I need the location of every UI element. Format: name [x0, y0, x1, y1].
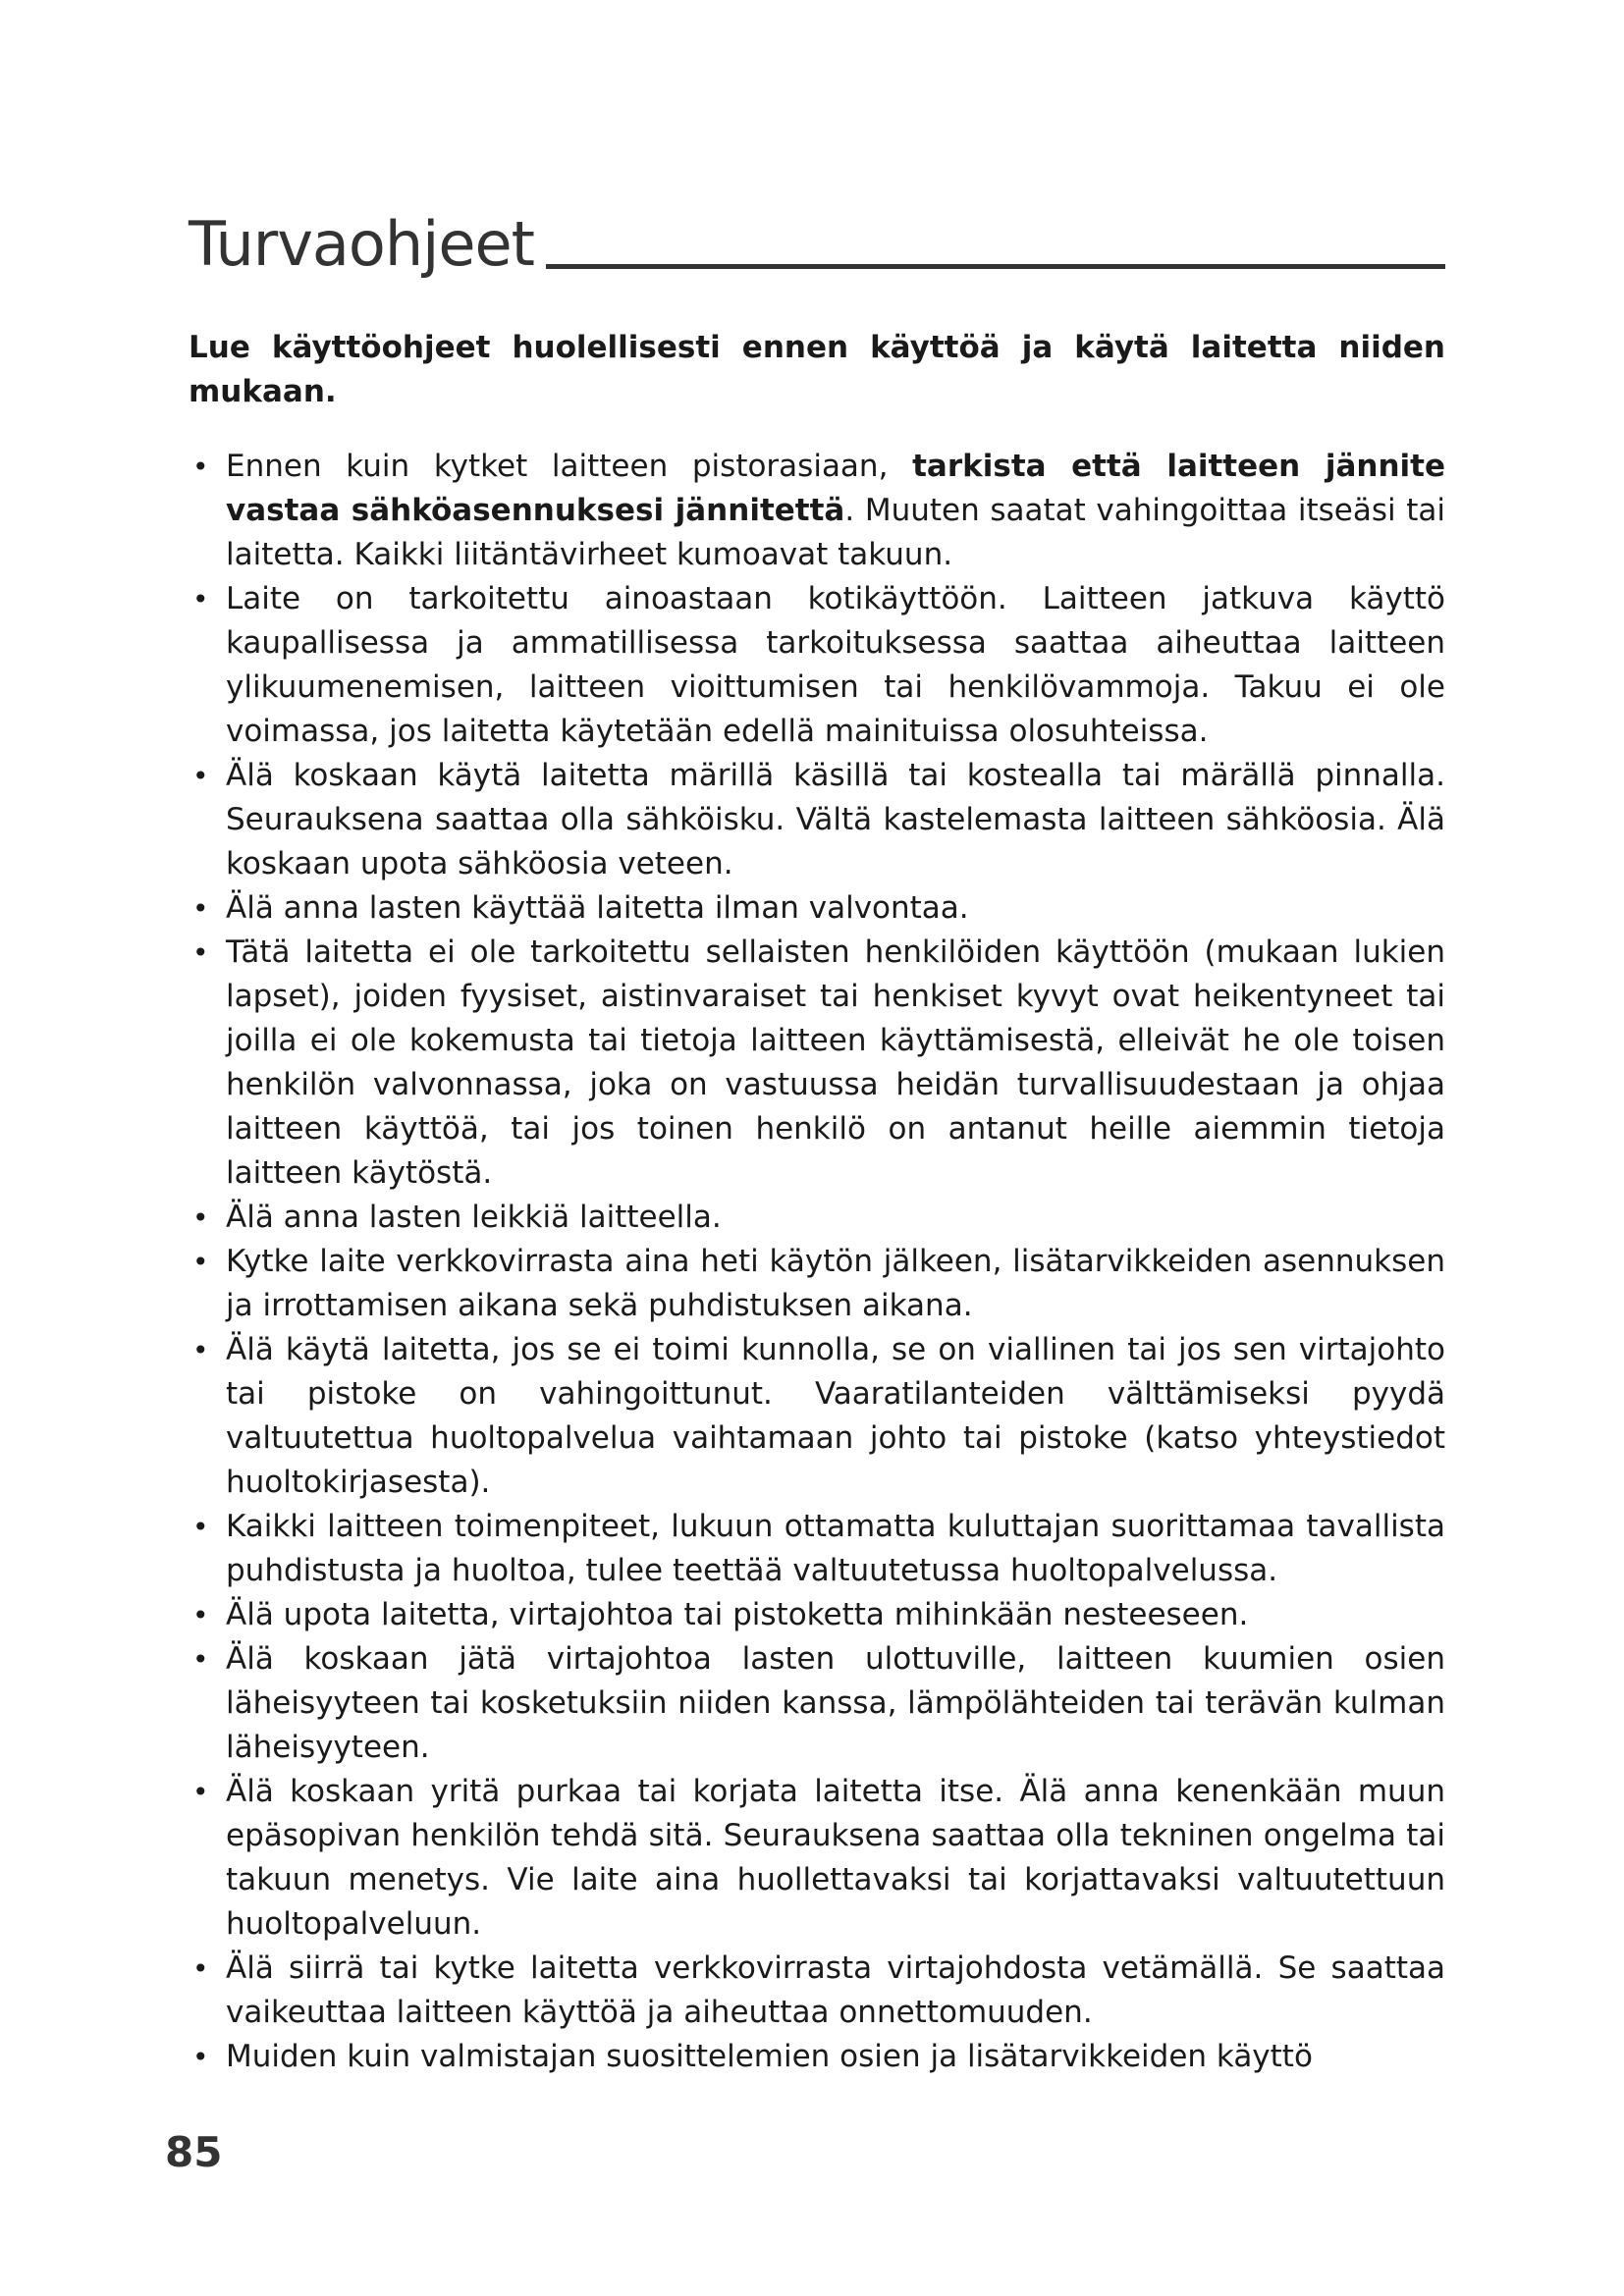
list-item [189, 445, 1445, 577]
list-item: • Älä siirrä tai kytke laitetta verkkovirrasta virtajohdosta vetämällä. Se saattaa vaikeuttaa laitteen käyttöä ja aiheuttaa onnettomuuden. [189, 1947, 1445, 2035]
section-header [189, 196, 1445, 280]
list-item: • Älä käytä laitetta, jos se ei toimi kunnolla, se on viallinen tai jos sen virtajohto tai pistoke on vahingoittunut. Vaaratilanteiden välttämiseksi pyydä valtuutettua huoltopalvelua vaihtamaan johto tai pistoke (katso yhteystiedot huoltokirjasesta). [189, 1328, 1445, 1505]
list-item: • Muiden kuin valmistajan suosittelemien osien ja lisätarvikkeiden käyttö [189, 2035, 1445, 2079]
list-item: • Älä koskaan yritä purkaa tai korjata laitetta itse. Älä anna kenenkään muun epäsopivan henkilön tehdä sitä. Seurauksena saattaa olla tekninen ongelma tai takuun menetys. Vie laite aina huollettavaksi tai korjattavaksi valtuutettuun huoltopalveluun. [189, 1770, 1445, 1947]
list-item-text: Ennen kuin kytket laitteen pistorasiaan, [226, 449, 913, 484]
list-item: • Älä upota laitetta, virtajohtoa tai pistoketta mihinkään nesteeseen. [189, 1593, 1445, 1637]
page-title: Turvaohjeet [189, 208, 534, 280]
safety-instructions-list [189, 445, 1445, 2079]
list-item: • Kytke laite verkkovirrasta aina heti käytön jälkeen, lisätarvikkeiden asennuksen ja irrottamisen aikana sekä puhdistuksen aikana. [189, 1240, 1445, 1328]
list-item: • Laite on tarkoitettu ainoastaan kotikäyttöön. Laitteen jatkuva käyttö kaupallisessa ja ammatillisessa tarkoituksessa saattaa aiheuttaa laitteen ylikuumenemisen, laitteen vioittumisen tai henkilövammoja. Takuu ei ole voimassa, jos laitetta käytetään edellä mainituissa olosuhteissa. [189, 577, 1445, 754]
list-item: • Älä koskaan käytä laitetta märillä käsillä tai kostealla tai märällä pinnalla. Seurauksena saattaa olla sähköisku. Vältä kastelemasta laitteen sähköosia. Älä koskaan upota sähköosia veteen. [189, 754, 1445, 886]
list-item: • Älä anna lasten leikkiä laitteella. [189, 1196, 1445, 1240]
list-item: • Kaikki laitteen toimenpiteet, lukuun ottamatta kuluttajan suorittamaa tavallista puhdistusta ja huoltoa, tulee teettää valtuutetussa huoltopalvelussa. [189, 1505, 1445, 1593]
page-number: 85 [165, 2128, 223, 2176]
list-item-text: . Muuten saatat vahingoittaa itseäsi tai laitetta. Kaikki liitäntävirheet kumoavat takuun. [226, 493, 1445, 572]
title-underline-rule [546, 264, 1445, 269]
list-item: • Älä koskaan jätä virtajohtoa lasten ulottuville, laitteen kuumien osien läheisyyteen tai kosketuksiin niiden kanssa, lämpölähteiden tai terävän kulman läheisyyteen. [189, 1637, 1445, 1770]
intro-paragraph: Lue käyttöohjeet huolellisesti ennen käyttöä ja käytä laitetta niiden mukaan. [189, 330, 1445, 409]
document-page [189, 196, 1445, 2079]
list-item-emphasis: tarkista että laitteen jännite vastaa sähköasennuksesi jännitettä [226, 449, 1445, 528]
list-item: • Tätä laitetta ei ole tarkoitettu sellaisten henkilöiden käyttöön (mukaan lukien lapset), joiden fyysiset, aistinvaraiset tai henkiset kyvyt ovat heikentyneet tai joilla ei ole kokemusta tai tietoja laitteen käyttämisestä, elleivät he ole toisen henkilön valvonnassa, joka on vastuussa heidän turvallisuudestaan ja ohjaa laitteen käyttöä, tai jos toinen henkilö on antanut heille aiemmin tietoja laitteen käytöstä. [189, 931, 1445, 1196]
list-item: • Älä anna lasten käyttää laitetta ilman valvontaa. [189, 886, 1445, 931]
